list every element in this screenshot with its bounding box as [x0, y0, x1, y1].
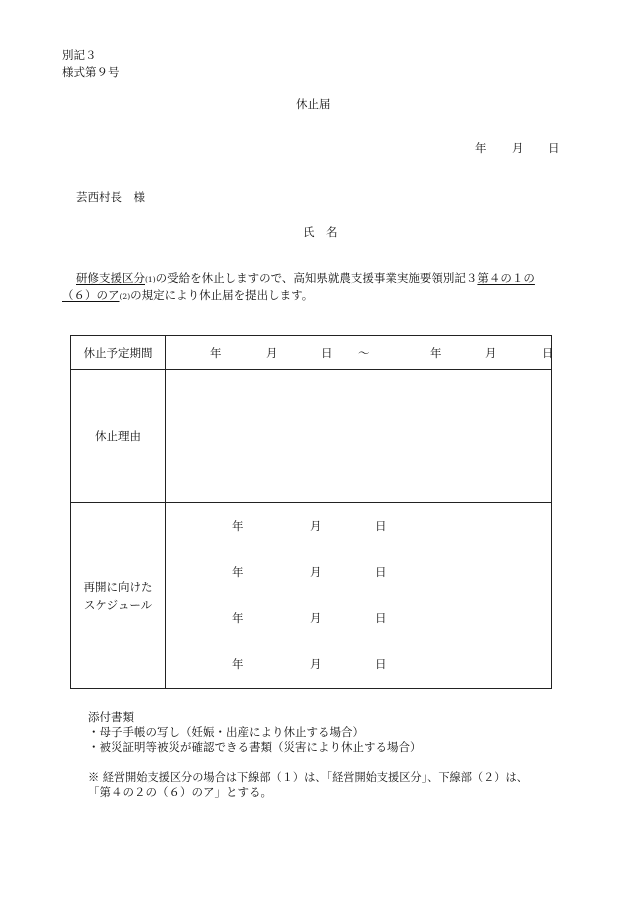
schedule-line — [166, 518, 551, 532]
schedule-line — [166, 564, 551, 578]
schedule-label-line-1: 再開に向けた — [83, 579, 153, 594]
period-end-day: 日 — [542, 346, 554, 360]
schedule-year: 年 — [232, 611, 244, 625]
date-year: 年 — [475, 141, 487, 155]
period-field[interactable] — [166, 336, 552, 370]
reason-label: 休止理由 — [71, 370, 166, 503]
schedule-day: 日 — [375, 565, 387, 579]
schedule-field[interactable] — [166, 503, 552, 689]
body-text-1: の受給を休止しますので、高知県就農支援事業実施要領別記３ — [155, 271, 478, 285]
name-label: 氏 名 — [303, 225, 338, 239]
addressee: 芸西村長 様 — [76, 190, 145, 204]
form-number: 様式第９号 — [62, 65, 120, 79]
schedule-line — [166, 610, 551, 624]
schedule-year: 年 — [232, 657, 244, 671]
schedule-month: 月 — [310, 611, 322, 625]
schedule-month: 月 — [310, 519, 322, 533]
attachment-item: ・被災証明等被災が確認できる書類（災害により休止する場合） — [88, 740, 422, 754]
body-line-1 — [76, 270, 535, 286]
schedule-day: 日 — [375, 519, 387, 533]
period-label: 休止予定期間 — [71, 336, 166, 370]
underline-note-2: (2) — [119, 292, 131, 301]
date-day: 日 — [548, 141, 560, 155]
period-start-day: 日 — [321, 346, 333, 360]
period-row — [71, 336, 552, 370]
schedule-label — [71, 503, 166, 689]
form-annex-label: 別記３ — [62, 48, 97, 62]
date-month: 月 — [512, 141, 524, 155]
schedule-line — [166, 656, 551, 670]
note-line-1: ※ 経営開始支援区分の場合は下線部（１）は、「経営開始支援区分」、下線部（２）は、 — [88, 771, 528, 784]
schedule-day: 日 — [375, 657, 387, 671]
reason-field[interactable] — [166, 370, 552, 503]
note-line-2: 「第４の２の（６）のア」とする。 — [88, 785, 272, 799]
period-tilde: ～ — [358, 346, 370, 360]
attachment-item: ・母子手帳の写し（妊娠・出産により休止する場合） — [88, 725, 364, 739]
attachments-heading: 添付書類 — [88, 710, 134, 724]
period-start-month: 月 — [266, 346, 278, 360]
schedule-label-line-2: スケジュール — [83, 597, 153, 612]
period-end-month: 月 — [485, 346, 497, 360]
period-end-year: 年 — [430, 346, 442, 360]
underline-note-1: (1) — [145, 275, 156, 284]
body-text-2: の規定により休止届を提出します。 — [130, 288, 314, 302]
document-title: 休止届 — [296, 97, 331, 111]
schedule-month: 月 — [310, 565, 322, 579]
reason-row — [71, 370, 552, 503]
schedule-year: 年 — [232, 519, 244, 533]
body-line-2 — [62, 287, 313, 303]
period-start-year: 年 — [210, 346, 222, 360]
suspension-form-table — [70, 335, 552, 689]
schedule-month: 月 — [310, 657, 322, 671]
underline-part-1: 研修支援区分 — [76, 271, 145, 285]
schedule-year: 年 — [232, 565, 244, 579]
schedule-row — [71, 503, 552, 689]
underline-part-2b: （６）のア — [62, 288, 120, 302]
underline-part-2a: 第４の１の — [477, 271, 535, 285]
schedule-day: 日 — [375, 611, 387, 625]
